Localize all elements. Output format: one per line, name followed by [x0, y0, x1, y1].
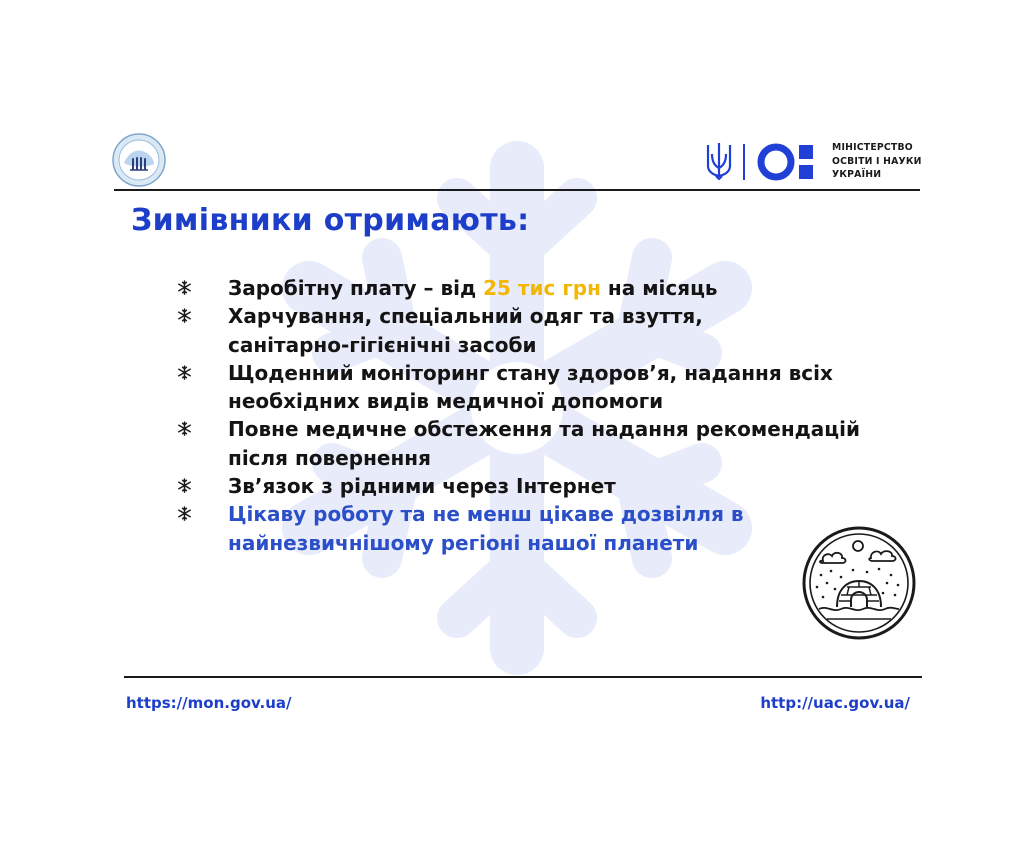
snowflake-icon	[177, 478, 192, 493]
salary-highlight: 25 тис грн	[483, 276, 601, 300]
igloo-emblem-icon	[801, 525, 917, 641]
list-item-line: санітарно-гігієнічні засоби	[228, 332, 537, 357]
benefits-list	[176, 274, 896, 557]
footer-rule	[124, 676, 922, 678]
list-item-line: Зв’язок з рідними через Інтернет	[228, 474, 616, 499]
list-item	[176, 359, 896, 416]
list-item-text	[228, 417, 860, 469]
snowflake-icon	[177, 421, 192, 436]
list-item	[176, 415, 896, 472]
snowflake-icon	[177, 365, 192, 380]
list-item-text	[228, 361, 833, 413]
list-item	[176, 274, 896, 302]
snowflake-icon	[177, 280, 192, 295]
list-item-text-post: на місяць	[600, 276, 718, 300]
antarctic-center-logo-icon	[112, 133, 166, 187]
list-item-line: після повернення	[228, 445, 431, 470]
page-title: Зимівники отримають:	[131, 203, 530, 238]
snowflake-icon	[177, 308, 192, 323]
ministry-name	[832, 141, 922, 182]
uac-link[interactable]: http://uac.gov.ua/	[760, 694, 910, 712]
list-item	[176, 472, 896, 500]
list-item-text	[228, 502, 744, 554]
list-item-line: необхідних видів медичної допомоги	[228, 389, 664, 414]
list-item	[176, 302, 896, 359]
trident-icon	[705, 142, 733, 180]
snowflake-icon	[177, 506, 192, 521]
list-item-text-pre: Заробітну плату – від	[228, 276, 484, 300]
ministry-name-line-3: УКРАЇНИ	[832, 169, 882, 181]
list-item-text	[228, 304, 703, 356]
ministry-logo-icon	[757, 143, 823, 181]
ministry-name-line-2: ОСВІТИ І НАУКИ	[832, 155, 922, 167]
list-item-line: Цікаву роботу та не менш цікаве дозвілля в	[228, 502, 744, 527]
header-rule	[114, 189, 920, 191]
ministry-name-line-1: МІНІСТЕРСТВО	[832, 142, 913, 153]
mon-link[interactable]: https://mon.gov.ua/	[126, 694, 292, 712]
list-item-line: Харчування, спеціальний одяг та взуття,	[228, 304, 703, 329]
ministry-header	[705, 140, 935, 184]
list-item	[176, 500, 896, 557]
list-item-line: найнезвичнішому регіоні нашої планети	[228, 530, 699, 555]
list-item-line: Повне медичне обстеження та надання рекомендацій	[228, 417, 860, 442]
list-item-text	[228, 276, 718, 300]
list-item-line: Щоденний моніторинг стану здоров’я, надання всіх	[228, 360, 833, 385]
list-item-text	[228, 474, 616, 498]
header-divider	[743, 144, 745, 180]
